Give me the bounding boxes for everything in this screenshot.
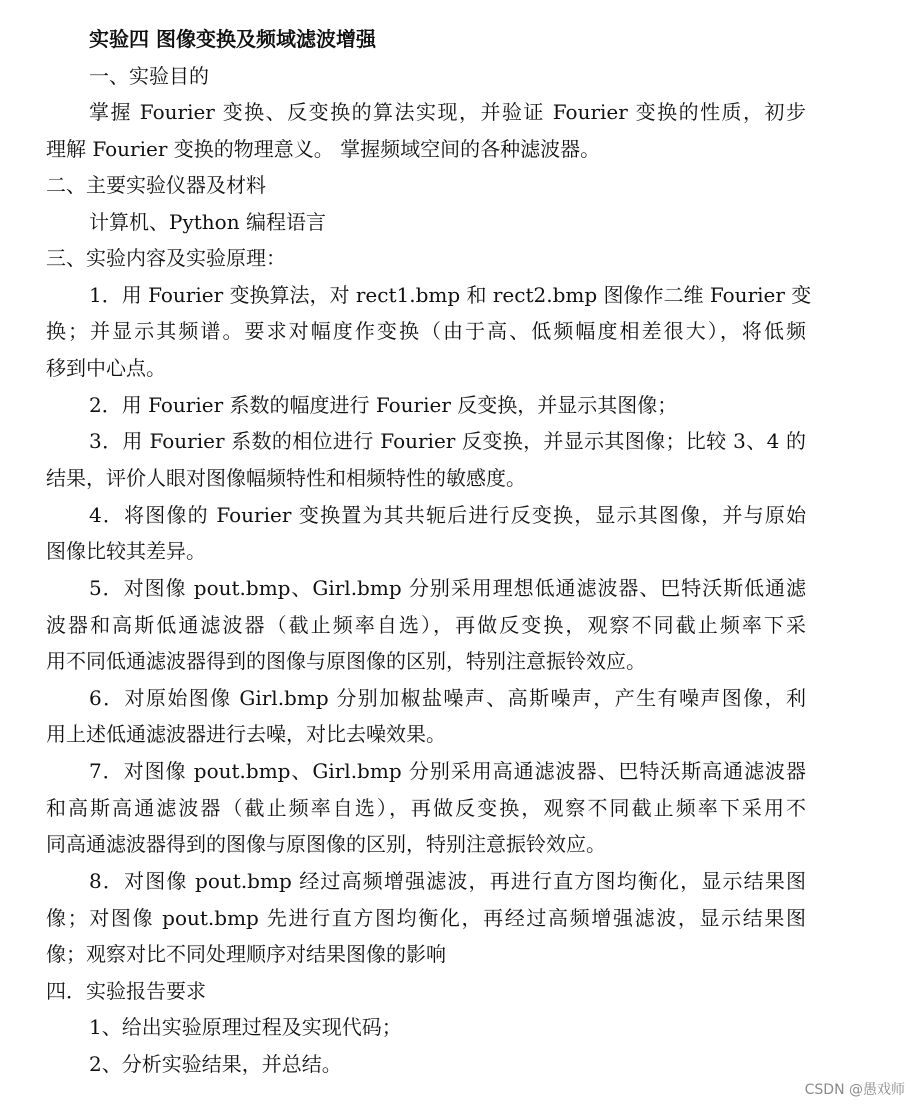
list-item-line: 6．对原始图像 Girl.bmp 分别加椒盐噪声、高斯噪声，产生有噪声图像，利 [89,686,806,710]
list-item-line: 4．将图像的 Fourier 变换置为其共轭后进行反变换，显示其图像，并与原始 [89,503,806,527]
paragraph-line: 理解 Fourier 变换的物理意义。 掌握频域空间的各种滤波器。 [46,137,601,161]
section-heading-equipment: 二、主要实验仪器及材料 [46,173,266,197]
list-item-line: 像；对图像 pout.bmp 先进行直方图均衡化，再经过高频增强滤波，显示结果图 [46,906,806,930]
list-item-line: 波器和高斯低通滤波器（截止频率自选），再做反变换，观察不同截止频率下采 [46,613,806,637]
list-item-line: 像；观察对比不同处理顺序对结果图像的影响 [46,942,446,966]
list-item-line: 1、给出实验原理过程及实现代码； [89,1015,402,1039]
list-item-line: 2．用 Fourier 系数的幅度进行 Fourier 反变换，并显示其图像； [89,393,678,417]
list-item-line: 5．对图像 pout.bmp、Girl.bmp 分别采用理想低通滤波器、巴特沃斯低通滤 [89,576,806,600]
list-item-line: 换；并显示其频谱。要求对幅度作变换（由于高、低频幅度相差很大），将低频 [46,319,806,343]
paragraph-line: 计算机、Python 编程语言 [89,210,326,234]
list-item-line: 同高通滤波器得到的图像与原图像的区别，特别注意振铃效应。 [46,832,606,856]
list-item-line: 3．用 Fourier 系数的相位进行 Fourier 反变换，并显示其图像；比较 3、4 的 [89,429,806,453]
list-item-line: 用上述低通滤波器进行去噪，对比去噪效果。 [46,722,446,746]
list-item-line: 结果，评价人眼对图像幅频特性和相频特性的敏感度。 [46,466,526,490]
section-heading-purpose: 一、实验目的 [89,64,209,88]
list-item-line: 移到中心点。 [46,356,166,380]
document-title: 实验四 图像变换及频域滤波增强 [89,27,376,51]
list-item-line: 8．对图像 pout.bmp 经过高频增强滤波，再进行直方图均衡化，显示结果图 [89,869,806,893]
watermark: CSDN @愚戏师 [804,1082,905,1098]
list-item-line: 图像比较其差异。 [46,539,206,563]
section-heading-report: 四．实验报告要求 [46,979,206,1003]
list-item-line: 1．用 Fourier 变换算法，对 rect1.bmp 和 rect2.bmp 图像作二维 Fourier 变 [89,283,812,307]
section-heading-content: 三、实验内容及实验原理： [46,246,286,270]
list-item-line: 用不同低通滤波器得到的图像与原图像的区别，特别注意振铃效应。 [46,649,646,673]
list-item-line: 2、分析实验结果，并总结。 [89,1052,342,1076]
list-item-line: 和高斯高通滤波器（截止频率自选），再做反变换，观察不同截止频率下采用不 [46,796,806,820]
list-item-line: 7．对图像 pout.bmp、Girl.bmp 分别采用高通滤波器、巴特沃斯高通滤波器 [89,759,806,783]
paragraph-line: 掌握 Fourier 变换、反变换的算法实现，并验证 Fourier 变换的性质，初步 [89,100,806,124]
